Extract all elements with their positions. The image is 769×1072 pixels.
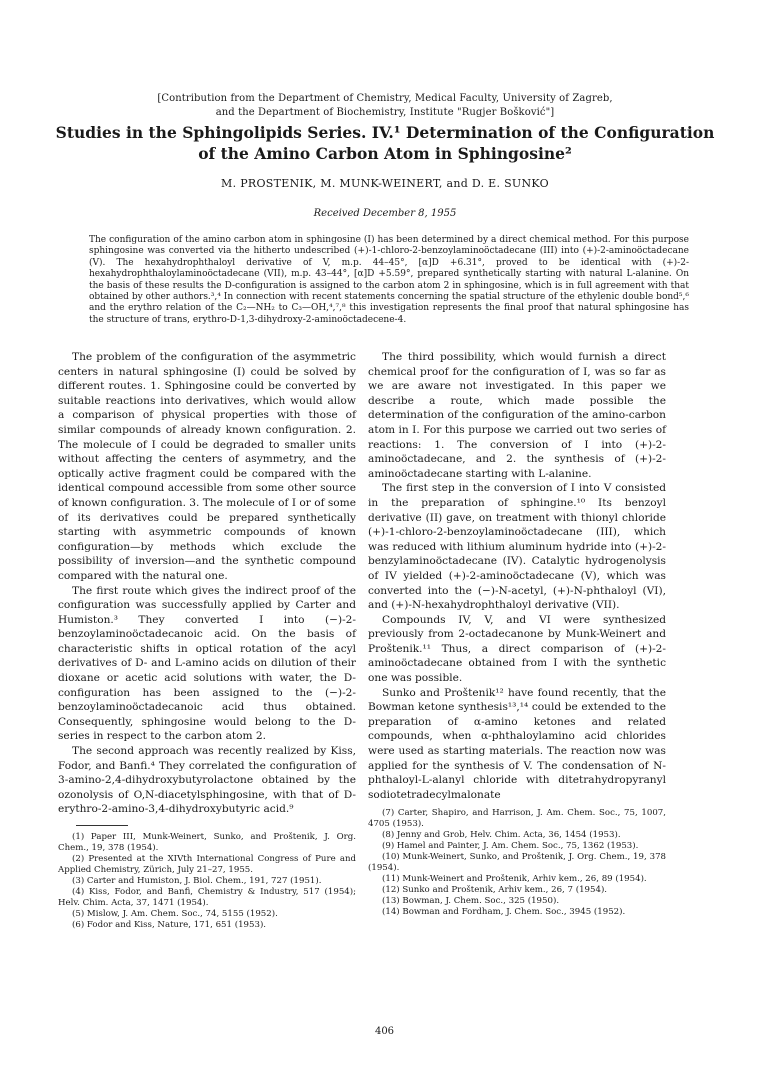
body-paragraph: The first route which gives the indirect proof of the configuration was successfully applied by Carter and Humiston.³ They converted I into (−)-2-benzoylaminoöctadecanoic acid. On the basis of characteristic shifts in optical rotation of the acyl derivatives of D- and L-amino acids on dilution of their dioxane or acetic acid solutions with water, the D-configuration has been assigned to the (−)-2-benzoylaminoöctadecanoic acid thus obtained. Consequently, sphingosine would belong to the D-series in respect to the carbon atom 2. bbox=[58, 584, 356, 743]
footnote: (5) Mislow, J. Am. Chem. Soc., 74, 5155 (1952). bbox=[72, 909, 278, 919]
contribution-line-1: [Contribution from the Department of Chemistry, Medical Faculty, University of Zagreb, bbox=[157, 93, 613, 104]
body-paragraph: The third possibility, which would furnish a direct chemical proof for the configuration of I, was so far as we are aware not investigated. In this paper we describe a route, which made possible the determination of the configuration of the amino-carbon atom in I. For this purpose we carried out two series of reactions: 1. The conversion of I into (+)-2-aminoöctadecane, and 2. the synthesis of (+)-2-aminoöctadecane starting with L-alanine. bbox=[368, 351, 666, 480]
footnote: (4) Kiss, Fodor, and Banfi, Chemistry & Industry, 517 (1954); Helv. Chim. Acta, 37, 1471 (1954). bbox=[58, 887, 356, 908]
footnote: (10) Munk-Weinert, Sunko, and Proštenik, J. Org. Chem., 19, 378 (1954). bbox=[368, 852, 666, 874]
author-list: M. PROSTENIK, M. MUNK-WEINERT, and D. E. SUNKO bbox=[221, 177, 549, 190]
body-paragraph: The first step in the conversion of I into V consisted in the preparation of sphingine.¹⁰ Its benzoyl derivative (II) gave, on treatment with thionyl chloride (+)-1-chloro-2-benzoylaminoöctadecane (III), which was reduced with lithium aluminum hydride into (+)-2-benzylaminoöctadecane (IV). Catalytic hydrogenolysis of IV yielded (+)-2-aminoöctadecane (V), which was converted into the (−)-N-acetyl, (+)-N-phthaloyl (VI), and (+)-N-hexahydrophthaloyl derivative (VII). bbox=[368, 482, 666, 612]
body-paragraph: Sunko and Proštenik¹² have found recently, that the Bowman ketone synthesis¹³,¹⁴ could be extended to the preparation of α-amino ketones and related compounds, when α-phthaloylamino acid chlorides were used as starting materials. The reaction now was applied for the synthesis of V. The condensation of N-phthaloyl-L-alanyl chloride with ditetrahydropyranyl sodiotetradecylmalonate bbox=[368, 686, 666, 801]
contribution-line-2: and the Department of Biochemistry, Institute "Rugjer Bošković"] bbox=[215, 107, 555, 118]
page-number: 406 bbox=[374, 1026, 395, 1037]
title-line-1: Studies in the Sphingolipids Series. IV.¹ Determination of the Configuration bbox=[55, 123, 715, 142]
footnote: (12) Sunko and Proštenik, Arhiv kem., 26, 7 (1954). bbox=[382, 885, 608, 896]
footnote: (13) Bowman, J. Chem. Soc., 325 (1950). bbox=[382, 896, 560, 907]
contribution-header bbox=[60, 92, 710, 120]
abstract: The configuration of the amino carbon atom in sphingosine (I) has been determined by a direct chemical method. For this purpose sphingosine was converted via the hitherto undescribed (+)-1-chloro-2-benzoylaminoöctadecane (III) into (+)-2-aminoöctadecane (V). The hexahydrophthaloyl derivative of V, m.p. 44–45°, [α]D +6.31°, proved to be identical with (+)-2-hexahydrophthaloylaminoöctadecane (VII), m.p. 43–44°, [α]D +5.59°, prepared synthetically starting with natural L-alanine. On the basis of these results the D-configuration is assigned to the carbon atom 2 in sphingosine, which is in full agreement with that obtained by other authors.³,⁴ In connection with recent statements concerning the spatial structure of the ethylenic double bond⁵,⁶ and the erythro relation of the C₂—NH₂ to C₃—OH,⁴,⁷,⁸ this investigation represents the final proof that natural sphingosine has the structure of trans, erythro-D-1,3-dihydroxy-2-aminoöctadecene-4. bbox=[89, 235, 689, 325]
footnote: (1) Paper III, Munk-Weinert, Sunko, and Proštenik, J. Org. Chem., 19, 378 (1954). bbox=[58, 832, 356, 853]
title-line-2: of the Amino Carbon Atom in Sphingosine² bbox=[198, 144, 572, 163]
footnote: (7) Carter, Shapiro, and Harrison, J. Am. Chem. Soc., 75, 1007, 4705 (1953). bbox=[368, 808, 666, 830]
body-paragraph: Compounds IV, V, and VI were synthesized previously from 2-octadecanone by Munk-Weinert and Proštenik.¹¹ Thus, a direct comparison of (+)-2-aminoöctadecane obtained from I with the synthetic one was possible. bbox=[368, 613, 666, 685]
body-paragraph: The problem of the configuration of the asymmetric centers in natural sphingosine (I) could be solved by different routes. 1. Sphingosine could be converted by suitable reactions into derivatives, which would allow a comparison of physical properties with those of similar compounds of already known configuration. 2. The molecule of I could be degraded to smaller units without affecting the centers of asymmetry, and the optically active fragment could be compared with the identical compound accessible from some other source of known configuration. 3. The molecule of I or of some of its derivatives could be prepared synthetically starting with asymmetric compounds of known configuration—by methods which exclude the possibility of inversion—and the synthetic compound compared with the natural one. bbox=[58, 351, 356, 582]
body-paragraph: The second approach was recently realized by Kiss, Fodor, and Banfi.⁴ They correlated the configuration of 3-amino-2,4-dihydroxybutyrolactone obtained by the ozonolysis of O,N-diacetylsphingosine, with that of D-erythro-2-amino-3,4-dihydroxybutyric acid.⁹ bbox=[58, 745, 356, 816]
footnote-divider bbox=[76, 825, 128, 826]
footnote: (2) Presented at the XIVth International Congress of Pure and Applied Chemistry, Zürich, July 21–27, 1955. bbox=[58, 854, 356, 875]
article-title bbox=[40, 122, 730, 164]
right-column bbox=[368, 350, 666, 918]
received-date: Received December 8, 1955 bbox=[313, 208, 457, 219]
footnote: (14) Bowman and Fordham, J. Chem. Soc., 3945 (1952). bbox=[382, 907, 626, 918]
left-column bbox=[58, 350, 356, 931]
footnote: (11) Munk-Weinert and Proštenik, Arhiv kem., 26, 89 (1954). bbox=[382, 874, 647, 885]
footnotes-left bbox=[58, 832, 356, 931]
footnote: (8) Jenny and Grob, Helv. Chim. Acta, 36, 1454 (1953). bbox=[382, 830, 621, 841]
footnote: (9) Hamel and Painter, J. Am. Chem. Soc., 75, 1362 (1953). bbox=[382, 841, 639, 852]
footnotes-right bbox=[368, 808, 666, 918]
footnote: (3) Carter and Humiston, J. Biol. Chem., 191, 727 (1951). bbox=[72, 876, 322, 886]
footnote: (6) Fodor and Kiss, Nature, 171, 651 (1953). bbox=[72, 920, 267, 930]
